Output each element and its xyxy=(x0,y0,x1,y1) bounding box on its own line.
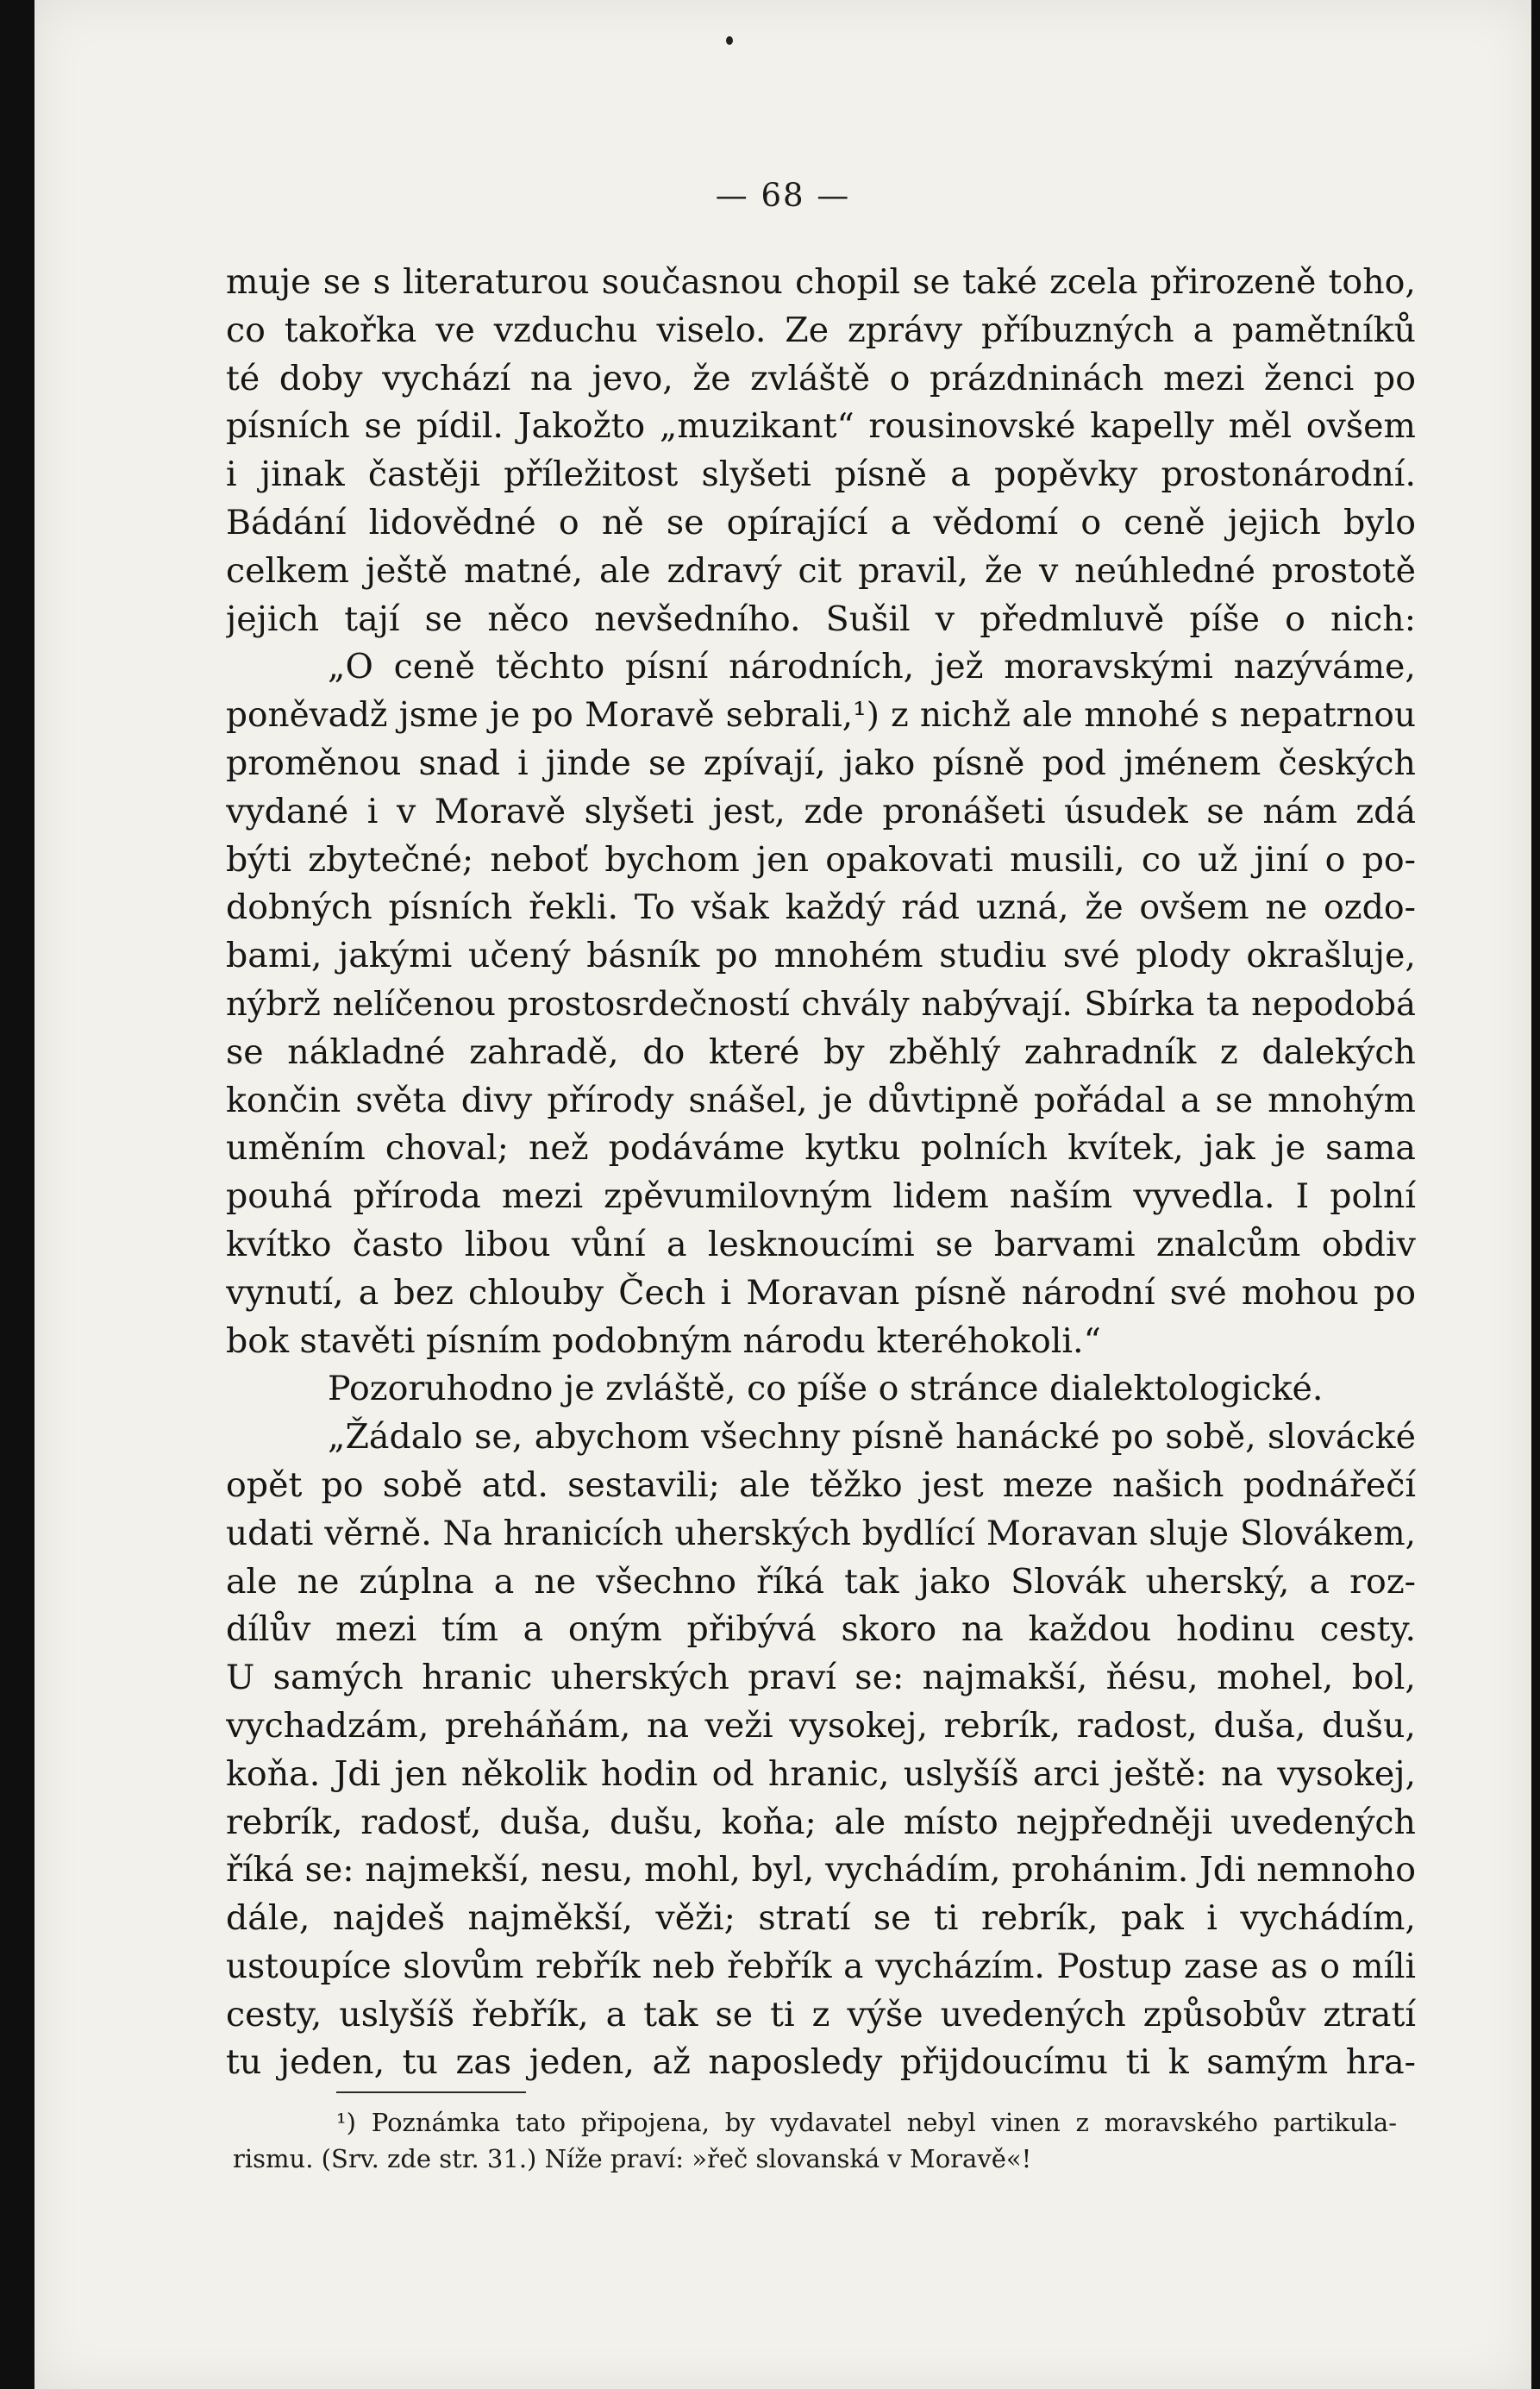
text-line: nýbrž nelíčenou prostosrdečností chvály nabývají. Sbírka ta nepodobá xyxy=(226,984,1416,1024)
footnote-rule xyxy=(336,2091,526,2093)
text-line: koňa. Jdi jen několik hodin od hranic, uslyšíš arci ještě: na vysokej, xyxy=(226,1753,1416,1794)
footnote-line: rismu. (Srv. zde str. 31.) Níže praví: »řeč slovanská v Moravě«! xyxy=(233,2144,1032,2173)
text-line: pouhá příroda mezi zpěvumilovným lidem naším vyvedla. I polní xyxy=(226,1176,1416,1217)
text-line: tu jeden, tu zas jeden, až naposledy přijdoucímu ti k samým hra- xyxy=(226,2042,1416,2083)
text-line: bami, jakými učený básník po mnohém studiu své plody okrašluje, xyxy=(226,936,1416,976)
text-line: ale ne zúplna a ne všechno říká tak jako Slovák uherský, a roz- xyxy=(226,1561,1416,1602)
page-number: — 68 — xyxy=(715,177,851,214)
text-line: se nákladné zahradě, do které by zběhlý zahradník z dalekých xyxy=(226,1031,1416,1072)
footnote-line: ¹) Poznámka tato připojena, by vydavatel nebyl vinen z moravského partikula- xyxy=(336,2108,1397,2137)
text-line: Bádání lidovědné o ně se opírající a vědomí o ceně jejich bylo xyxy=(226,502,1416,542)
text-line: býti zbytečné; neboť bychom jen opakovati musili, co už jiní o po- xyxy=(226,839,1416,880)
text-line: písních se pídil. Jakožto „muzikant“ rousinovské kapelly měl ovšem xyxy=(226,406,1416,447)
stray-dot xyxy=(726,36,733,45)
text-line: muje se s literaturou současnou chopil se také zcela přirozeně toho, xyxy=(226,262,1416,302)
text-line: opět po sobě atd. sestavili; ale těžko jest meze našich podnářečí xyxy=(226,1464,1416,1505)
text-line: končin světa divy přírody snášel, je důvtipně pořádal a se mnohým xyxy=(226,1080,1416,1120)
text-line: „O ceně těchto písní národních, jež moravskými nazýváme, xyxy=(328,647,1416,687)
text-line: cesty, uslyšíš řebřík, a tak se ti z výše uvedených způsobův ztratí xyxy=(226,1994,1416,2035)
text-line: vychadzám, preháňám, na veži vysokej, rebrík, radost, duša, dušu, xyxy=(226,1705,1416,1746)
text-line: dobných písních řekli. To však každý rád uzná, že ovšem ne ozdo- xyxy=(226,887,1416,928)
text-line: i jinak častěji příležitost slyšeti písně a popěvky prostonárodní. xyxy=(226,455,1416,495)
text-line: poněvadž jsme je po Moravě sebrali,¹) z nichž ale mnohé s nepatrnou xyxy=(226,696,1416,736)
text-line: U samých hranic uherských praví se: najmakší, ňésu, mohel, bol, xyxy=(226,1658,1416,1698)
text-line: bok stavěti písním podobným národu kteréhokoli.“ xyxy=(226,1320,1101,1361)
body-text xyxy=(226,259,1416,2087)
scanned-book-page xyxy=(34,0,1531,2389)
footnotes xyxy=(233,2104,1397,2177)
text-line: říká se: najmekší, nesu, mohl, byl, vychádím, prohánim. Jdi nemnoho xyxy=(226,1850,1416,1891)
text-line: uměním choval; než podáváme kytku polních kvítek, jak je sama xyxy=(226,1128,1416,1169)
text-line: „Žádalo se, abychom všechny písně hanácké po sobě, slovácké xyxy=(328,1417,1416,1458)
text-line: celkem ještě matné, ale zdravý cit pravil, že v neúhledné prostotě xyxy=(226,550,1416,591)
text-line: té doby vychází na jevo, že zvláště o prázdninách mezi ženci po xyxy=(226,358,1416,398)
text-line: Pozoruhodno je zvláště, co píše o stránce dialektologické. xyxy=(328,1369,1324,1409)
text-line: rebrík, radosť, duša, dušu, koňa; ale místo nejpředněji uvedených xyxy=(226,1802,1416,1842)
text-line: dílův mezi tím a oným přibývá skoro na každou hodinu cesty. xyxy=(226,1609,1416,1650)
text-line: proměnou snad i jinde se zpívají, jako písně pod jménem českých xyxy=(226,743,1416,783)
text-line: vydané i v Moravě slyšeti jest, zde pronášeti úsudek se nám zdá xyxy=(226,791,1416,831)
text-line: kvítko často libou vůní a lesknoucími se barvami znalcům obdiv xyxy=(226,1224,1416,1264)
text-line: dále, najdeš najměkší, věži; stratí se ti rebrík, pak i vychádím, xyxy=(226,1898,1416,1939)
text-line: ustoupíce slovům rebřík neb řebřík a vycházím. Postup zase as o míli xyxy=(226,1947,1416,1986)
text-line: vynutí, a bez chlouby Čech i Moravan písně národní své mohou po xyxy=(226,1272,1416,1313)
text-line: jejich tají se něco nevšedního. Sušil v předmluvě píše o nich: xyxy=(226,599,1416,639)
text-line: co takořka ve vzduchu viselo. Ze zprávy příbuzných a pamětníků xyxy=(226,310,1416,350)
text-line: udati věrně. Na hranicích uherských bydlící Moravan sluje Slovákem, xyxy=(226,1514,1416,1553)
